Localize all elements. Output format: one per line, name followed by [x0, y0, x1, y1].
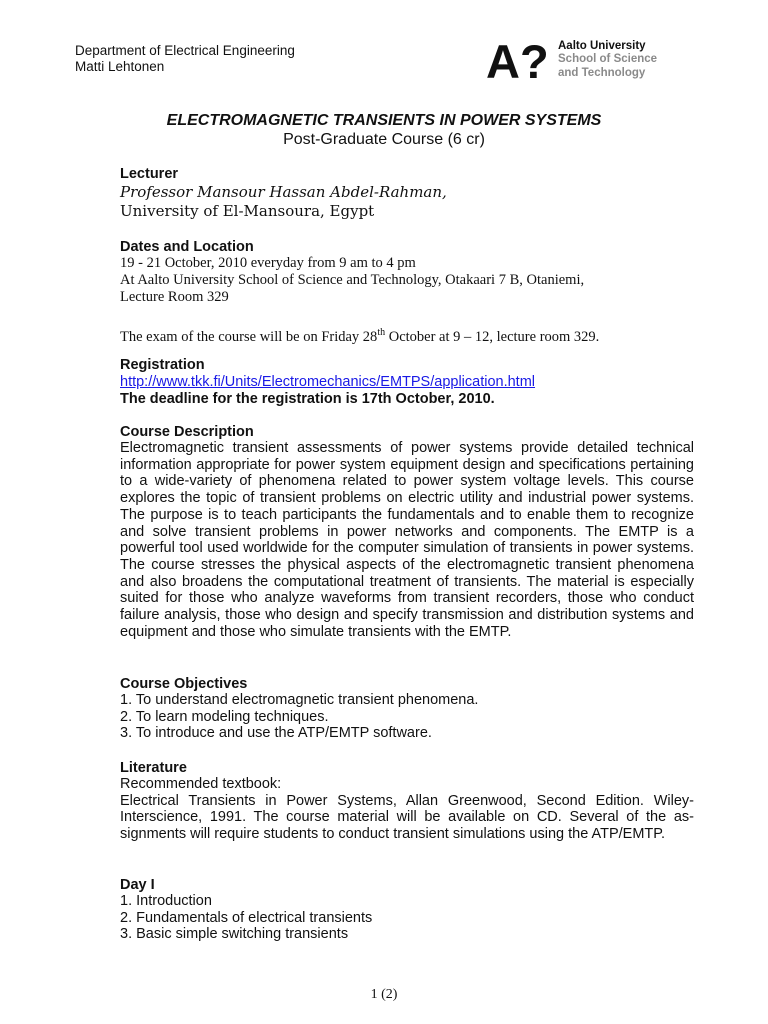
- lecturer-section: [120, 166, 694, 220]
- exam-text-end: October at 9 – 12, lecture room 329.: [385, 328, 600, 345]
- list-item: 1. Introduction: [120, 893, 212, 909]
- list-item: 3. Basic simple switching transients: [120, 926, 349, 943]
- list-item: 2. Fundamentals of electrical transients: [120, 909, 373, 926]
- literature-heading: Literature: [120, 760, 187, 776]
- description-section: [120, 424, 694, 640]
- objectives-section: [120, 676, 694, 742]
- registration-heading: Registration: [120, 357, 205, 373]
- registration-link[interactable]: http://www.tkk.fi/Units/Electromechanics/EMTPS/application.html: [120, 374, 536, 390]
- day1-heading: Day I: [120, 877, 155, 893]
- dates-line-3: Lecture Room 329: [120, 289, 229, 305]
- exam-text-sup: th: [377, 327, 386, 338]
- logo-line-3: and Technology: [558, 66, 646, 79]
- dates-section: [120, 239, 694, 306]
- logo-line-1: Aalto University: [558, 40, 646, 52]
- logo-line-2: School of Science: [558, 53, 658, 66]
- dates-heading: Dates and Location: [120, 239, 254, 255]
- registration-deadline: The deadline for the registration is 17th October, 2010.: [120, 391, 495, 407]
- list-item: 1. To understand electromagnetic transient phenomena.: [120, 692, 479, 708]
- registration-section: [120, 357, 694, 407]
- objectives-heading: Course Objectives: [120, 676, 248, 692]
- course-title: ELECTROMAGNETIC TRANSIENTS IN POWER SYSTEMS: [166, 112, 602, 129]
- exam-text-start: The exam of the course will be on Friday 28: [120, 328, 378, 345]
- objectives-list: [120, 692, 694, 742]
- exam-info: [120, 324, 694, 346]
- header-department-block: [75, 43, 295, 75]
- list-item: 3. To introduce and use the ATP/EMTP software.: [120, 725, 432, 742]
- aalto-logo-mark-icon: [486, 40, 558, 80]
- day1-section: [120, 877, 694, 943]
- author-name: Matti Lehtonen: [75, 59, 165, 74]
- department-name: Department of Electrical Engineering: [75, 43, 295, 58]
- literature-text: Electrical Transients in Power Systems, Allan Greenwood, Second Edition. Wiley-Interscience, 1991. The course material will be available on CD. Several of the assignments will require students to conduct transient simulations using the ATP/EMTP.: [120, 792, 694, 843]
- course-subtitle: Post-Graduate Course (6 cr): [283, 131, 485, 148]
- page-number: 1 (2): [370, 987, 398, 1002]
- dates-line-2: At Aalto University School of Science and Technology, Otakaari 7 B, Otaniemi,: [120, 272, 585, 288]
- logo-text: [558, 40, 657, 80]
- day1-list: [120, 893, 694, 943]
- description-heading: Course Description: [120, 424, 254, 440]
- lecturer-heading: Lecturer: [120, 166, 179, 182]
- dates-line-1: 19 - 21 October, 2010 everyday from 9 am to 4 pm: [120, 255, 416, 271]
- description-text: Electromagnetic transient assessments of power systems provide detailed technical information appropriate for power system equipment design and specifications pertaining to a wide-variety of phenomena related to power system voltage levels. This course explores the topic of transient problems on electric utility and industrial power systems. The purpose is to teach participants the fundamentals and to enable them to recognize and solve transient problems in power networks and components. The EMTP is a powerful tool used worldwide for the computer simulation of transients in power systems. The course stresses the physical aspects of the electromagnetic transient phenomena and also broadens the computational treatment of transients. The material is especially suited for those who analyze waveforms from transient recorders, those who conduct failure analysis, those who design and specify transmission and distribution systems and equipment and those who simulate transients with the EMTP.: [120, 440, 694, 640]
- aalto-logo: [486, 40, 686, 80]
- lecturer-university: University of El-Mansoura, Egypt: [120, 202, 375, 220]
- logo-mark: A?: [486, 40, 549, 80]
- list-item: 2. To learn modeling techniques.: [120, 708, 329, 725]
- literature-section: [120, 760, 694, 843]
- literature-intro: Recommended textbook:: [120, 776, 282, 792]
- lecturer-name: Professor Mansour Hassan Abdel-Rahman,: [120, 183, 447, 201]
